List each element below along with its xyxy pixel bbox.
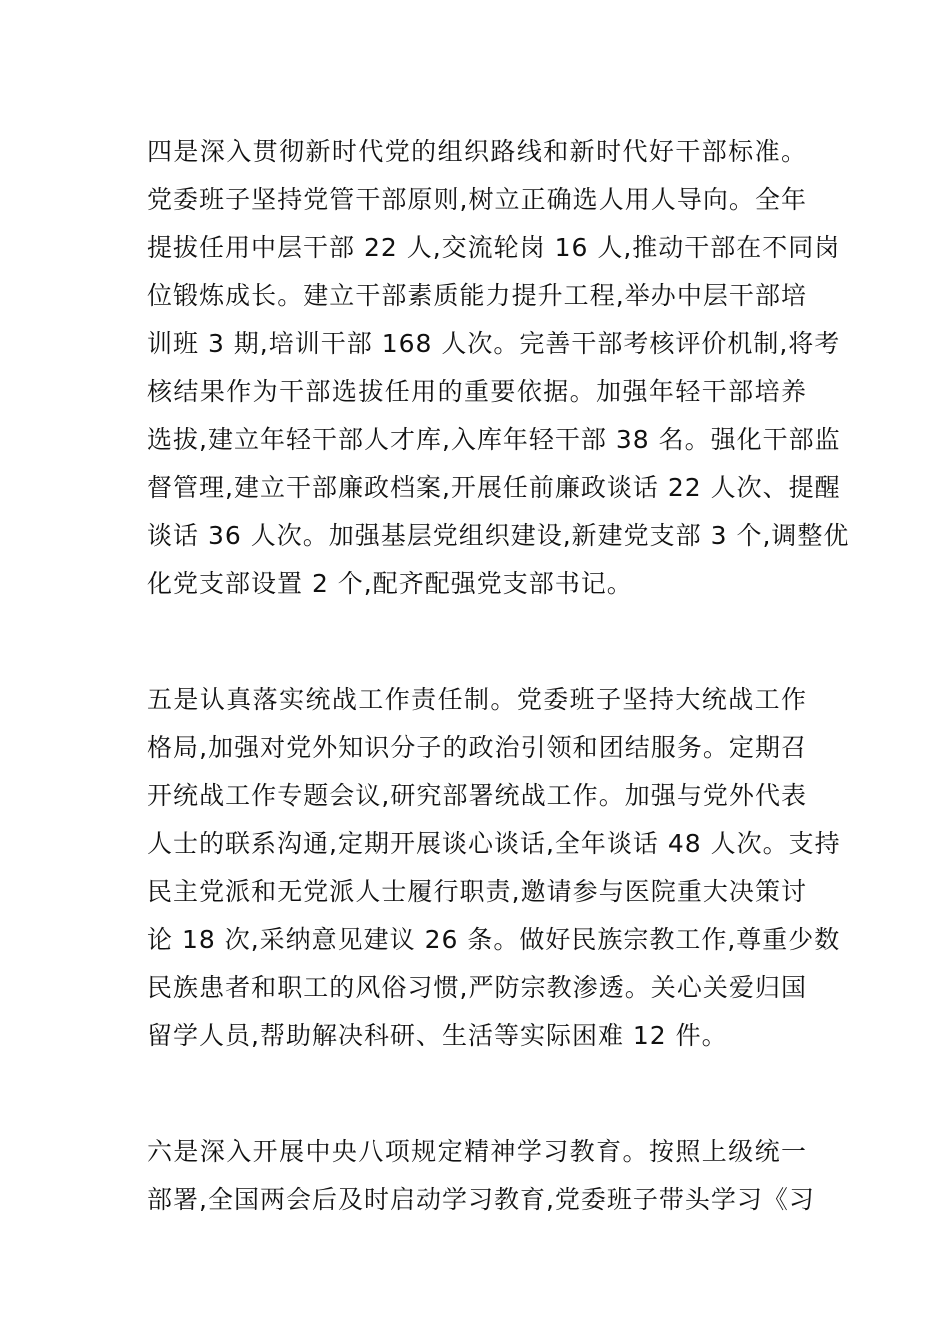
document-page [147, 128, 850, 1292]
text-line: 格局,加强对党外知识分子的政治引领和团结服务。定期召 [147, 733, 807, 762]
text-line: 论 18 次,采纳意见建议 26 条。做好民族宗教工作,尊重少数 [147, 925, 841, 954]
paragraph [147, 1128, 815, 1224]
text-line: 位锻炼成长。建立干部素质能力提升工程,举办中层干部培 [147, 281, 807, 310]
text-line: 民主党派和无党派人士履行职责,邀请参与医院重大决策讨 [147, 877, 807, 906]
text-line: 民族患者和职工的风俗习惯,严防宗教渗透。关心关爱归国 [147, 973, 807, 1002]
text-line: 核结果作为干部选拔任用的重要依据。加强年轻干部培养 [147, 377, 807, 406]
text-line: 党委班子坚持党管干部原则,树立正确选人用人导向。全年 [147, 185, 807, 214]
paragraph [147, 676, 841, 1060]
text-line: 五是认真落实统战工作责任制。党委班子坚持大统战工作 [147, 685, 807, 714]
text-line: 选拔,建立年轻干部人才库,入库年轻干部 38 名。强化干部监 [147, 425, 841, 454]
text-line: 提拔任用中层干部 22 人,交流轮岗 16 人,推动干部在不同岗 [147, 233, 841, 262]
text-line: 部署,全国两会后及时启动学习教育,党委班子带头学习《习 [147, 1185, 815, 1214]
text-line: 化党支部设置 2 个,配齐配强党支部书记。 [147, 569, 633, 598]
text-line: 开统战工作专题会议,研究部署统战工作。加强与党外代表 [147, 781, 807, 810]
text-line: 谈话 36 人次。加强基层党组织建设,新建党支部 3 个,调整优 [147, 521, 850, 550]
text-line: 训班 3 期,培训干部 168 人次。完善干部考核评价机制,将考 [147, 329, 841, 358]
text-line: 四是深入贯彻新时代党的组织路线和新时代好干部标准。 [147, 137, 807, 166]
text-line: 六是深入开展中央八项规定精神学习教育。按照上级统一 [147, 1137, 807, 1166]
paragraph [147, 128, 850, 608]
text-line: 督管理,建立干部廉政档案,开展任前廉政谈话 22 人次、提醒 [147, 473, 841, 502]
text-line: 人士的联系沟通,定期开展谈心谈话,全年谈话 48 人次。支持 [147, 829, 841, 858]
text-line: 留学人员,帮助解决科研、生活等实际困难 12 件。 [147, 1021, 728, 1050]
